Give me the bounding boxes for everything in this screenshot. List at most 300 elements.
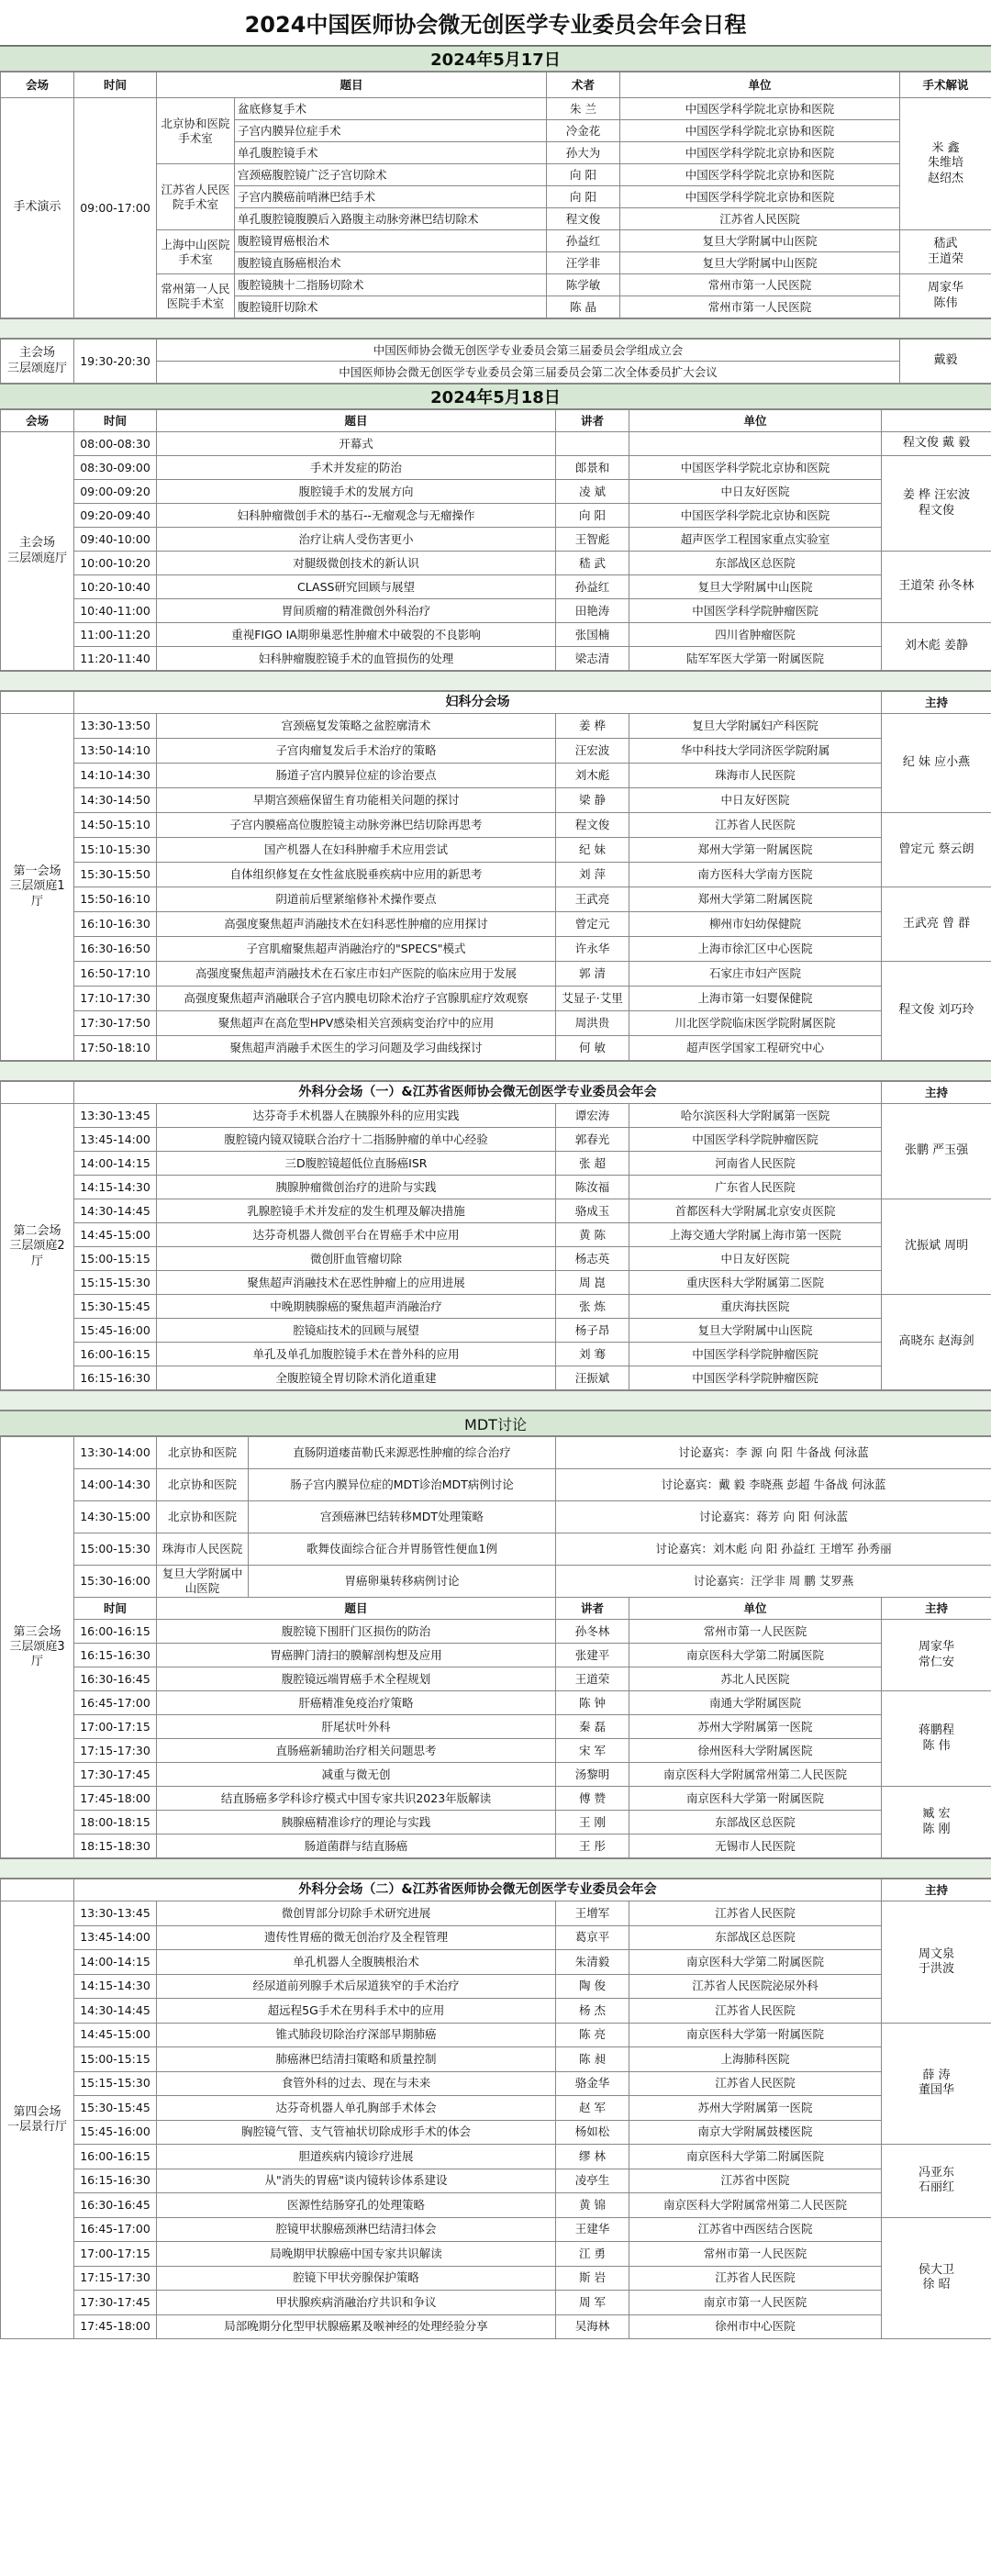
table-row (1, 1834, 991, 1858)
speaker-cell: 许永华 (556, 937, 629, 962)
time-cell: 16:45-17:00 (74, 1691, 157, 1715)
table-row (1, 2047, 991, 2072)
host-cell: 冯亚东 石丽红 (882, 2145, 991, 2218)
time-cell: 16:15-16:30 (74, 2169, 157, 2193)
mdt-hospital: 北京协和医院 (157, 1437, 249, 1469)
operator-cell: 孙益红 (547, 230, 620, 252)
unit-cell: 苏北人民医院 (629, 1667, 882, 1691)
table-row (1, 1691, 991, 1715)
header-venue: 会场 (1, 72, 74, 98)
time-cell: 15:50-16:10 (74, 887, 157, 912)
topic-cell: 对腿级微创技术的新认识 (157, 552, 556, 575)
table-row (1, 1366, 991, 1390)
table-row (1, 2242, 991, 2267)
section-spacer (0, 1390, 991, 1411)
speaker-cell: 郭 清 (556, 962, 629, 987)
topic-cell: 单孔腹腔镜手术 (235, 142, 547, 164)
topic-cell: 高强度聚焦超声消融联合子宫内膜电切除术治疗子宫腺肌症疗效观察 (157, 987, 556, 1011)
topic-cell: 腹腔镜胰十二指肠切除术 (235, 274, 547, 296)
mdt-guests: 讨论嘉宾：刘木彪 向 阳 孙益红 王增军 孙秀丽 (556, 1533, 991, 1566)
topic-cell: 减重与微无创 (157, 1763, 556, 1787)
topic-cell: 肠道菌群与结直肠癌 (157, 1834, 556, 1858)
session-title: 外科分会场（一）&江苏省医师协会微无创医学专业委员会年会 (74, 1082, 882, 1104)
unit-cell: 江苏省人民医院 (629, 2266, 882, 2291)
speaker-cell: 纪 妹 (556, 838, 629, 863)
table-row (1, 1199, 991, 1223)
speaker-cell: 刘 骞 (556, 1343, 629, 1366)
unit-cell: 中国医学科学院北京协和医院 (620, 98, 900, 120)
surgery-hospital: 北京协和医院手术室 (157, 98, 235, 164)
header-operator: 术者 (547, 72, 620, 98)
day1-plenary-table (0, 339, 991, 384)
topic-cell: 达芬奇手术机器人在胰腺外科的应用实践 (157, 1104, 556, 1128)
table-row (1, 1295, 991, 1319)
mdt-guests: 讨论嘉宾：李 源 向 阳 牛备战 何泳蓝 (556, 1437, 991, 1469)
time-cell: 14:45-15:00 (74, 2023, 157, 2047)
unit-cell: 华中科技大学同济医学院附属 (629, 739, 882, 764)
host-cell: 曾定元 蔡云朗 (882, 813, 991, 887)
host-label: 主持 (882, 1082, 991, 1104)
topic-cell: 达芬奇机器人单孔胸部手术体会 (157, 2096, 556, 2121)
table-row (1, 2169, 991, 2193)
topic-cell: 自体组织修复在女性盆底脱垂疾病中应用的新思考 (157, 863, 556, 887)
speaker-cell: 王建华 (556, 2217, 629, 2242)
speaker-cell: 朱清毅 (556, 1950, 629, 1975)
unit-cell: 广东省人民医院 (629, 1176, 882, 1199)
unit-cell: 江苏省人民医院 (629, 813, 882, 838)
speaker-cell: 陈 昶 (556, 2047, 629, 2072)
unit-cell: 中国医学科学院北京协和医院 (620, 186, 900, 208)
operator-cell: 朱 兰 (547, 98, 620, 120)
time-cell: 17:50-18:10 (74, 1036, 157, 1061)
mdt-hospital: 珠海市人民医院 (157, 1533, 249, 1566)
topic-cell: 肺癌淋巴结清扫策略和质量控制 (157, 2047, 556, 2072)
topic-cell: 聚焦超声在高危型HPV感染相关宫颈病变治疗中的应用 (157, 1011, 556, 1036)
table-row (1, 1925, 991, 1950)
topic-cell: 阴道前后壁紧缩修补术操作要点 (157, 887, 556, 912)
topic-cell: 达芬奇机器人微创平台在胃癌手术中应用 (157, 1223, 556, 1247)
surg2-session-table (0, 1879, 991, 2339)
time-cell: 18:00-18:15 (74, 1811, 157, 1834)
unit-cell: 中国医学科学院北京协和医院 (620, 120, 900, 142)
topic-cell: 医源性结肠穿孔的处理策略 (157, 2193, 556, 2218)
time-cell: 14:30-14:45 (74, 1199, 157, 1223)
topic-cell: 国产机器人在妇科肿瘤手术应用尝试 (157, 838, 556, 863)
host-cell: 王武亮 曾 群 (882, 887, 991, 962)
topic-cell: 聚焦超声消融技术在恶性肿瘤上的应用进展 (157, 1271, 556, 1295)
operator-cell: 陈学敏 (547, 274, 620, 296)
table-row (1, 599, 991, 623)
session-time: 09:00-17:00 (74, 98, 157, 318)
topic-cell: 宫颈癌腹腔镜广泛子宫切除术 (235, 164, 547, 186)
table-row (1, 480, 991, 504)
topic-cell: 中晚期胰腺癌的聚焦超声消融治疗 (157, 1295, 556, 1319)
time-cell: 15:00-15:15 (74, 2047, 157, 2072)
time-cell: 17:30-17:50 (74, 1011, 157, 1036)
unit-cell: 南京市第一人民医院 (629, 2291, 882, 2315)
unit-cell: 南京医科大学第二附属医院 (629, 1950, 882, 1975)
section-spacer (0, 1858, 991, 1879)
speaker-cell: 程文俊 (556, 813, 629, 838)
header-speaker: 讲者 (556, 410, 629, 432)
speaker-cell: 黄 陈 (556, 1223, 629, 1247)
unit-cell: 上海市徐汇区中心医院 (629, 937, 882, 962)
surg1-session-table (0, 1081, 991, 1390)
speaker-cell: 陈汝福 (556, 1176, 629, 1199)
time-cell: 13:30-13:45 (74, 1901, 157, 1926)
table-row (1, 962, 991, 987)
unit-cell (629, 432, 882, 456)
topic-cell: 甲状腺疾病消融治疗共识和争议 (157, 2291, 556, 2315)
commentary-cell: 米 鑫 朱维培 赵绍杰 (900, 98, 991, 230)
topic-cell: 结直肠癌多学科诊疗模式中国专家共识2023年版解读 (157, 1787, 556, 1811)
unit-cell: 江苏省人民医院 (620, 208, 900, 230)
unit-cell: 东部战区总医院 (629, 552, 882, 575)
table-row (1, 2071, 991, 2096)
topic-cell: 锥式肺段切除治疗深部早期肺癌 (157, 2023, 556, 2047)
session-title-row (1, 1879, 991, 1901)
speaker-cell: 葛京平 (556, 1925, 629, 1950)
topic-cell: 遗传性胃癌的微无创治疗及全程管理 (157, 1925, 556, 1950)
topic-cell: 聚焦超声消融手术医生的学习问题及学习曲线探讨 (157, 1036, 556, 1061)
speaker-cell: 吴海林 (556, 2314, 629, 2339)
header-time: 时间 (74, 72, 157, 98)
day1-surgery-table (0, 72, 991, 318)
table-row (1, 714, 991, 739)
host-cell: 周家华 常仁安 (882, 1620, 991, 1691)
time-cell: 09:40-10:00 (74, 528, 157, 552)
speaker-cell: 周 崑 (556, 1271, 629, 1295)
topic-cell: 子宫内膜异位症手术 (235, 120, 547, 142)
unit-cell: 苏州大学附属第一医院 (629, 2096, 882, 2121)
unit-cell: 江苏省人民医院 (629, 2071, 882, 2096)
surgery-hospital: 上海中山医院手术室 (157, 230, 235, 274)
table-row (1, 1739, 991, 1763)
speaker-cell: 缪 林 (556, 2145, 629, 2169)
mdt-row (1, 1437, 991, 1469)
topic-cell: 从"消失的胃癌"谈内镜转诊体系建设 (157, 2169, 556, 2193)
speaker-cell: 谭宏涛 (556, 1104, 629, 1128)
topic-cell: 肝尾状叶外科 (157, 1715, 556, 1739)
table-row (1, 1011, 991, 1036)
header-topic: 题目 (157, 72, 547, 98)
speaker-cell: 刘木彪 (556, 764, 629, 788)
header-commentary: 手术解说 (900, 72, 991, 98)
time-cell: 16:15-16:30 (74, 1644, 157, 1667)
unit-cell: 南京医科大学附属常州第二人民医院 (629, 2193, 882, 2218)
table-row (1, 2096, 991, 2121)
unit-cell: 江苏省中西医结合医院 (629, 2217, 882, 2242)
time-cell: 15:00-15:15 (74, 1247, 157, 1271)
header-speaker: 讲者 (556, 1598, 629, 1620)
table-row (1, 552, 991, 575)
topic-cell: 子宫内膜癌前哨淋巴结手术 (235, 186, 547, 208)
speaker-cell: 黄 锦 (556, 2193, 629, 2218)
time-cell: 15:15-15:30 (74, 1271, 157, 1295)
table-row (1, 764, 991, 788)
header-unit: 单位 (620, 72, 900, 98)
time-cell: 17:45-18:00 (74, 1787, 157, 1811)
time-cell: 14:10-14:30 (74, 764, 157, 788)
time-cell: 14:30-15:00 (74, 1501, 157, 1533)
table-row (1, 1036, 991, 1061)
speaker-cell: 陈 钟 (556, 1691, 629, 1715)
unit-cell: 南通大学附属医院 (629, 1691, 882, 1715)
time-cell: 15:10-15:30 (74, 838, 157, 863)
operator-cell: 向 阳 (547, 186, 620, 208)
table-row (1, 432, 991, 456)
speaker-cell: 秦 磊 (556, 1715, 629, 1739)
unit-cell: 河南省人民医院 (629, 1152, 882, 1176)
unit-cell: 中国医学科学院北京协和医院 (620, 142, 900, 164)
topic-cell: 宫颈癌淋巴结转移MDT处理策略 (249, 1501, 556, 1533)
host-cell: 程文俊 刘巧玲 (882, 962, 991, 1061)
mdt-row (1, 1533, 991, 1566)
time-cell: 10:00-10:20 (74, 552, 157, 575)
time-cell: 10:20-10:40 (74, 575, 157, 599)
topic-cell: 三D腹腔镜超低位直肠癌ISR (157, 1152, 556, 1176)
surgery-hospital: 江苏省人民医院手术室 (157, 164, 235, 230)
speaker-cell: 梁志清 (556, 647, 629, 671)
table-row (1, 2120, 991, 2145)
table-row (1, 2217, 991, 2242)
mdt-title: MDT讨论 (0, 1411, 991, 1436)
table-row (1, 623, 991, 647)
speaker-cell (556, 432, 629, 456)
time-cell: 16:45-17:00 (74, 2217, 157, 2242)
time-cell: 16:00-16:15 (74, 1343, 157, 1366)
surgery-hospital: 常州第一人民医院手术室 (157, 274, 235, 318)
day2-main-table (0, 409, 991, 671)
time-cell: 09:20-09:40 (74, 504, 157, 528)
topic-cell: 子宫肌瘤聚焦超声消融治疗的"SPECS"模式 (157, 937, 556, 962)
table-row (1, 504, 991, 528)
time-cell: 14:15-14:30 (74, 1176, 157, 1199)
header-time: 时间 (74, 410, 157, 432)
unit-cell: 徐州医科大学附属医院 (629, 1739, 882, 1763)
speaker-cell: 刘 萍 (556, 863, 629, 887)
table-row (1, 647, 991, 671)
topic-cell: 肠子宫内膜异位症的MDT诊治MDT病例讨论 (249, 1469, 556, 1501)
time-cell: 11:20-11:40 (74, 647, 157, 671)
table-row (1, 1644, 991, 1667)
time-cell: 15:30-15:45 (74, 2096, 157, 2121)
speaker-cell: 王道荣 (556, 1667, 629, 1691)
session-title-row (1, 692, 991, 714)
header-time: 时间 (74, 1598, 157, 1620)
commentary-cell: 嵇武 王道荣 (900, 230, 991, 274)
topic-cell: 直肠癌新辅助治疗相关问题思考 (157, 1739, 556, 1763)
session-venue-blank (1, 692, 74, 714)
header-venue: 会场 (1, 410, 74, 432)
speaker-cell: 王智彪 (556, 528, 629, 552)
unit-cell: 南京医科大学第一附属医院 (629, 2023, 882, 2047)
host-cell: 薛 涛 董国华 (882, 2023, 991, 2145)
table-row (1, 575, 991, 599)
speaker-cell: 嵇 武 (556, 552, 629, 575)
topic-cell: 宫颈癌复发策略之盆腔廓清术 (157, 714, 556, 739)
table-row (1, 2023, 991, 2047)
table-row (1, 2266, 991, 2291)
speaker-cell: 王 刚 (556, 1811, 629, 1834)
session-venue: 第二会场 三层颂庭2厅 (1, 1104, 74, 1390)
speaker-cell: 凌亭生 (556, 2169, 629, 2193)
speaker-cell: 何 敏 (556, 1036, 629, 1061)
unit-cell: 哈尔滨医科大学附属第一医院 (629, 1104, 882, 1128)
unit-cell: 常州市第一人民医院 (629, 1620, 882, 1644)
time-cell: 10:40-11:00 (74, 599, 157, 623)
unit-cell: 中国医学科学院北京协和医院 (620, 164, 900, 186)
host-cell: 臧 宏 陈 刚 (882, 1787, 991, 1858)
time-cell: 15:30-16:00 (74, 1566, 157, 1598)
plenary-line: 中国医师协会微无创医学专业委员会第三届委员会第二次全体委员扩大会议 (157, 362, 900, 384)
section-spacer (0, 1061, 991, 1081)
speaker-cell: 王增军 (556, 1901, 629, 1926)
time-cell: 16:30-16:50 (74, 937, 157, 962)
topic-cell: 重视FIGO IA期卵巢恶性肿瘤术中破裂的不良影响 (157, 623, 556, 647)
speaker-cell: 向 阳 (556, 504, 629, 528)
topic-cell: 治疗让病人受伤害更小 (157, 528, 556, 552)
table-row (1, 2193, 991, 2218)
host-cell: 王道荣 孙冬林 (882, 552, 991, 623)
topic-cell: 单孔机器人全腹胰根治术 (157, 1950, 556, 1975)
topic-cell: 妇科肿瘤腹腔镜手术的血管损伤的处理 (157, 647, 556, 671)
unit-cell: 上海市第一妇婴保健院 (629, 987, 882, 1011)
speaker-cell: 陶 俊 (556, 1974, 629, 1999)
host-cell: 侯大卫 徐 昭 (882, 2217, 991, 2339)
unit-cell: 中日友好医院 (629, 788, 882, 813)
speaker-cell: 周洪贵 (556, 1011, 629, 1036)
topic-cell: 早期宫颈癌保留生育功能相关问题的探讨 (157, 788, 556, 813)
time-cell: 16:50-17:10 (74, 962, 157, 987)
session-venue: 手术演示 (1, 98, 74, 318)
unit-cell: 江苏省人民医院泌尿外科 (629, 1974, 882, 1999)
time-cell: 14:00-14:15 (74, 1152, 157, 1176)
host-cell: 张鹏 严玉强 (882, 1104, 991, 1199)
topic-cell: 胰腺肿瘤微创治疗的进阶与实践 (157, 1176, 556, 1199)
table-row (1, 98, 991, 120)
unit-cell: 徐州市中心医院 (629, 2314, 882, 2339)
operator-cell: 程文俊 (547, 208, 620, 230)
speaker-cell: 张 超 (556, 1152, 629, 1176)
unit-cell: 中国医学科学院肿瘤医院 (629, 1128, 882, 1152)
time-cell: 15:00-15:30 (74, 1533, 157, 1566)
topic-cell: 腹腔镜手术的发展方向 (157, 480, 556, 504)
unit-cell: 石家庄市妇产医院 (629, 962, 882, 987)
plenary-host: 戴毅 (900, 340, 991, 384)
speaker-cell: 杨子昂 (556, 1319, 629, 1343)
table-row (1, 1343, 991, 1366)
speaker-cell: 周 军 (556, 2291, 629, 2315)
day2-date-bar: 2024年5月18日 (0, 384, 991, 409)
time-cell: 14:15-14:30 (74, 1974, 157, 1999)
table-row (1, 838, 991, 863)
host-label: 主持 (882, 1879, 991, 1901)
speaker-cell: 杨如松 (556, 2120, 629, 2145)
unit-cell: 四川省肿瘤医院 (629, 623, 882, 647)
topic-cell: 腹腔镜直肠癌根治术 (235, 252, 547, 274)
unit-cell: 上海交通大学附属上海市第一医院 (629, 1223, 882, 1247)
unit-cell: 中日友好医院 (629, 1247, 882, 1271)
unit-cell: 重庆海扶医院 (629, 1295, 882, 1319)
session-venue-blank (1, 1082, 74, 1104)
topic-cell: 微创胃部分切除手术研究进展 (157, 1901, 556, 1926)
header-unit: 单位 (629, 1598, 882, 1620)
time-cell: 16:10-16:30 (74, 912, 157, 937)
time-cell: 17:15-17:30 (74, 1739, 157, 1763)
mdt-hospital: 北京协和医院 (157, 1469, 249, 1501)
speaker-cell: 汪宏波 (556, 739, 629, 764)
topic-cell: 单孔及单孔加腹腔镜手术在普外科的应用 (157, 1343, 556, 1366)
time-cell: 16:15-16:30 (74, 1366, 157, 1390)
unit-cell: 郑州大学第二附属医院 (629, 887, 882, 912)
table-row (1, 1104, 991, 1128)
speaker-cell: 杨志英 (556, 1247, 629, 1271)
unit-cell: 南京医科大学第二附属医院 (629, 2145, 882, 2169)
host-cell: 沈振斌 周明 (882, 1199, 991, 1295)
table-row (1, 528, 991, 552)
operator-cell: 孙大为 (547, 142, 620, 164)
day1-date-bar: 2024年5月17日 (0, 46, 991, 72)
host-cell: 姜 桦 汪宏波 程文俊 (882, 456, 991, 552)
time-cell: 17:00-17:15 (74, 2242, 157, 2267)
mdt-guests: 讨论嘉宾：汪学非 周 鹏 艾罗燕 (556, 1566, 991, 1598)
topic-cell: 胃癌脾门清扫的膜解剖构想及应用 (157, 1644, 556, 1667)
host-label: 主持 (882, 692, 991, 714)
table-row (1, 1811, 991, 1834)
plenary-venue: 主会场 三层颂庭厅 (1, 340, 74, 384)
table-row (1, 788, 991, 813)
commentary-cell: 周家华 陈伟 (900, 274, 991, 318)
topic-cell: CLASS研究回顾与展望 (157, 575, 556, 599)
gyn-session-table (0, 691, 991, 1061)
time-cell: 15:30-15:45 (74, 1295, 157, 1319)
topic-cell: 超远程5G手术在男科手术中的应用 (157, 1999, 556, 2024)
unit-cell: 常州市第一人民医院 (629, 2242, 882, 2267)
time-cell: 13:45-14:00 (74, 1925, 157, 1950)
topic-cell: 腹腔镜内镜双镜联合治疗十二指肠肿瘤的单中心经验 (157, 1128, 556, 1152)
speaker-cell: 斯 岩 (556, 2266, 629, 2291)
speaker-cell: 姜 桦 (556, 714, 629, 739)
topic-cell: 腹腔镜肝切除术 (235, 296, 547, 318)
time-cell: 15:30-15:50 (74, 863, 157, 887)
topic-cell: 胰腺癌精准诊疗的理论与实践 (157, 1811, 556, 1834)
table-row (1, 1223, 991, 1247)
header-topic: 题目 (157, 1598, 556, 1620)
time-cell: 16:00-16:15 (74, 1620, 157, 1644)
session-venue: 第一会场 三层颂庭1厅 (1, 714, 74, 1061)
table-row (1, 813, 991, 838)
unit-cell: 复旦大学附属中山医院 (620, 252, 900, 274)
session-venue: 第四会场 一层景行厅 (1, 1901, 74, 2339)
speaker-cell: 王武亮 (556, 887, 629, 912)
unit-cell: 陆军军医大学第一附属医院 (629, 647, 882, 671)
unit-cell: 复旦大学附属中山医院 (620, 230, 900, 252)
time-cell: 15:15-15:30 (74, 2071, 157, 2096)
unit-cell: 南京医科大学第二附属医院 (629, 1644, 882, 1667)
unit-cell: 常州市第一人民医院 (620, 296, 900, 318)
unit-cell: 郑州大学第一附属医院 (629, 838, 882, 863)
unit-cell: 复旦大学附属中山医院 (629, 575, 882, 599)
unit-cell: 南方医科大学南方医院 (629, 863, 882, 887)
time-cell: 14:50-15:10 (74, 813, 157, 838)
header-unit: 单位 (629, 410, 882, 432)
time-cell: 14:00-14:30 (74, 1469, 157, 1501)
table-row (1, 912, 991, 937)
table-row (1, 739, 991, 764)
topic-cell: 全腹腔镜全胃切除术消化道重建 (157, 1366, 556, 1390)
table-row (1, 1974, 991, 1999)
